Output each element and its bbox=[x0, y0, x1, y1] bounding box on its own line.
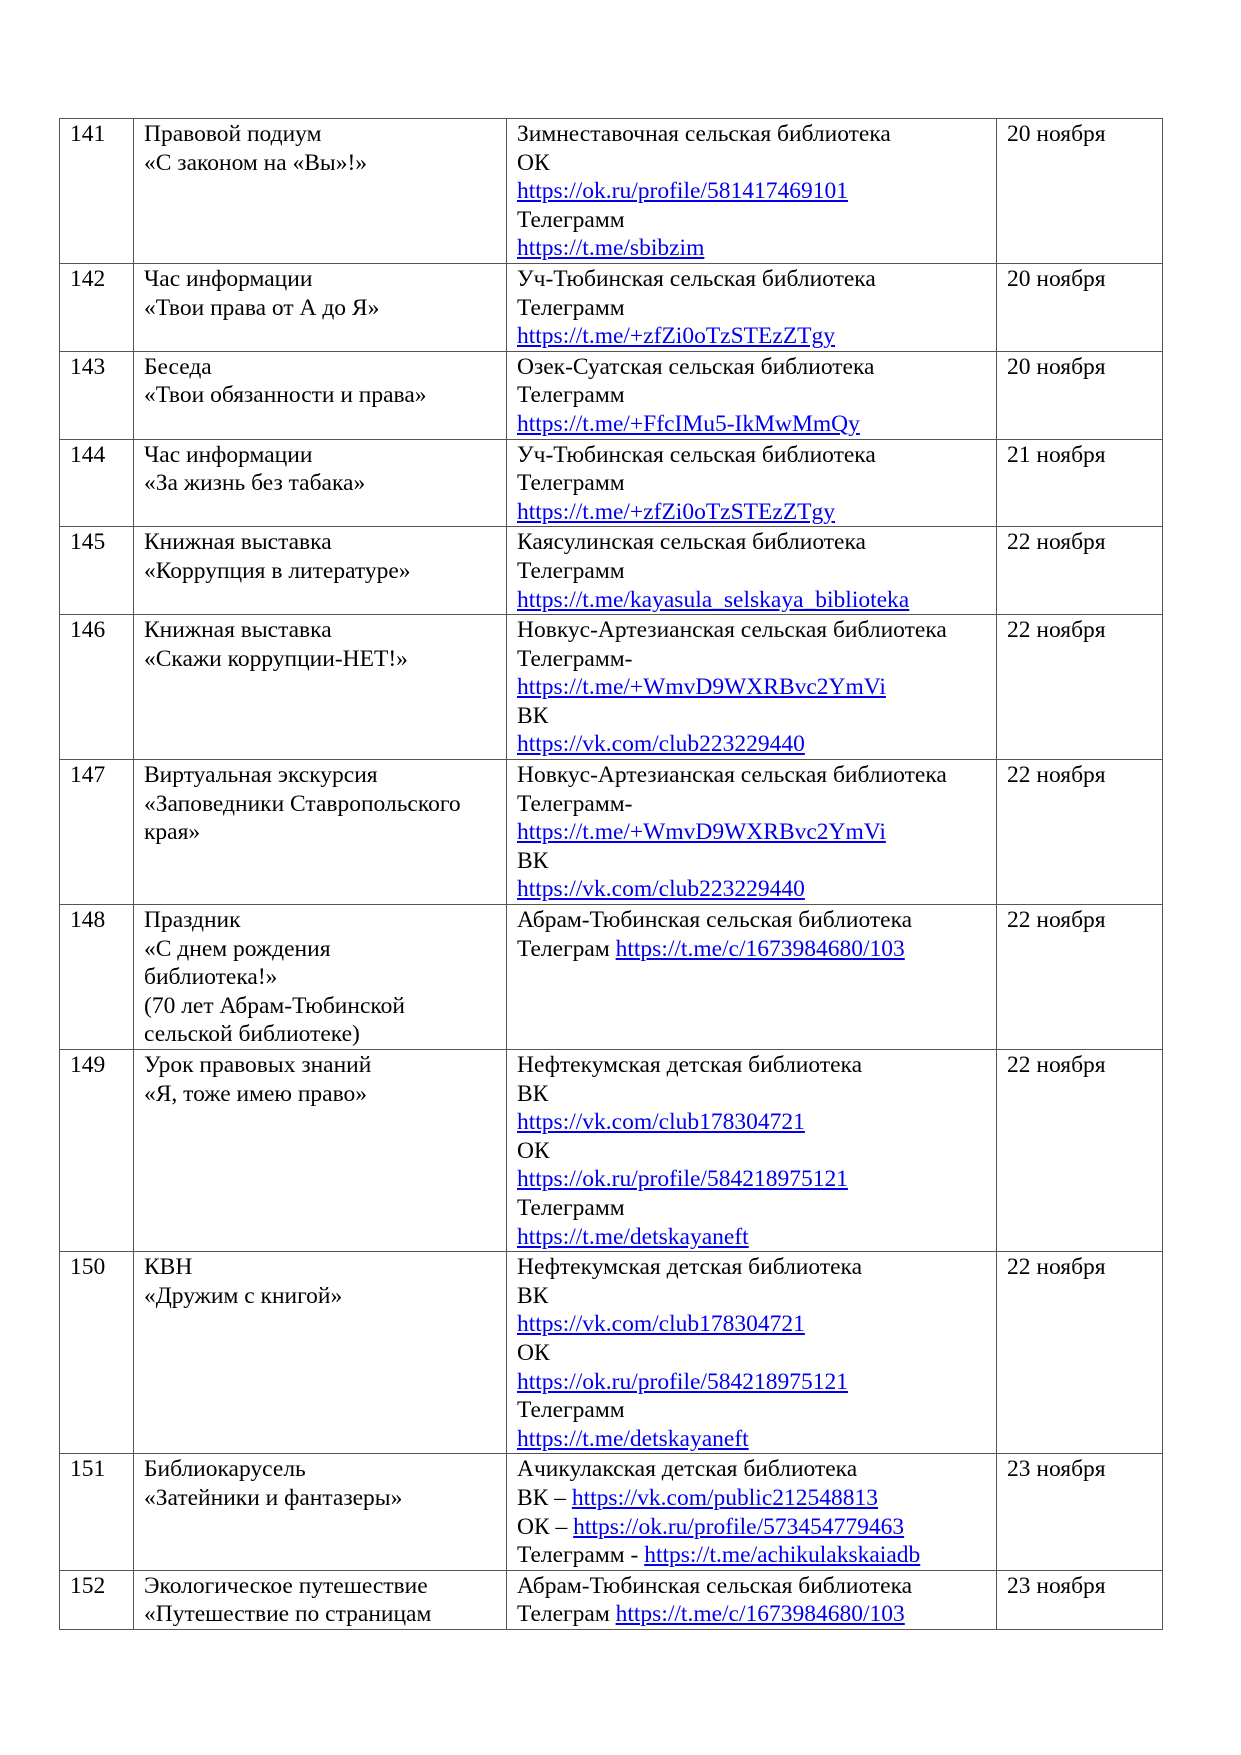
row-number-cell bbox=[60, 1570, 134, 1629]
library-name: Озек-Суатская сельская библиотека bbox=[517, 353, 875, 380]
row-number: 146 bbox=[70, 617, 106, 644]
venue-line bbox=[517, 1600, 986, 1629]
platform-label: Телеграмм- bbox=[517, 645, 633, 672]
date-cell bbox=[997, 1454, 1163, 1570]
venue-line bbox=[517, 818, 986, 847]
table-row bbox=[60, 119, 1163, 264]
table-row bbox=[60, 1050, 1163, 1252]
event-date: 22 ноября bbox=[1007, 1052, 1106, 1078]
event-date: 23 ноября bbox=[1007, 1572, 1106, 1599]
venue-cell bbox=[507, 1252, 997, 1454]
date-cell bbox=[997, 351, 1163, 439]
library-name: Новкус-Артезианская сельская библиотека bbox=[517, 762, 947, 789]
library-name: Уч-Тюбинская сельская библиотека bbox=[517, 441, 876, 468]
event-date: 20 ноября bbox=[1007, 265, 1106, 292]
table-row bbox=[60, 351, 1163, 439]
library-name: Новкус-Артезианская сельская библиотека bbox=[517, 617, 947, 644]
row-number: 141 bbox=[70, 121, 106, 147]
platform-label: Телеграм bbox=[517, 935, 616, 962]
event-title-line: сельской библиотеке) bbox=[144, 1021, 360, 1048]
event-type: Правовой подиум bbox=[144, 121, 322, 147]
venue-cell bbox=[507, 615, 997, 760]
social-link[interactable]: https://vk.com/club178304721 bbox=[517, 1311, 805, 1338]
library-name: Зимнеставочная сельская библиотека bbox=[517, 121, 891, 147]
events-table-body bbox=[60, 119, 1163, 1630]
row-number: 142 bbox=[70, 265, 106, 292]
event-cell bbox=[134, 760, 507, 905]
date-cell bbox=[997, 527, 1163, 615]
event-type: КВН bbox=[144, 1254, 193, 1281]
event-title-line: края» bbox=[144, 819, 201, 846]
platform-label: Телеграмм bbox=[517, 382, 625, 409]
platform-label: ОК bbox=[517, 1137, 550, 1164]
table-row bbox=[60, 905, 1163, 1050]
events-table bbox=[59, 118, 1163, 1630]
event-cell bbox=[134, 905, 507, 1050]
platform-label: ВК bbox=[517, 847, 549, 874]
event-title-line: «Заповедники Ставропольского bbox=[144, 790, 461, 817]
platform-label: Телеграмм bbox=[517, 1397, 625, 1424]
social-link[interactable]: https://vk.com/club223229440 bbox=[517, 731, 805, 758]
venue-line bbox=[517, 322, 986, 351]
event-title-line: «За жизнь без табака» bbox=[144, 470, 366, 497]
event-title-line: (70 лет Абрам-Тюбинской bbox=[144, 992, 405, 1019]
event-type: Библиокарусель bbox=[144, 1456, 306, 1483]
venue-cell bbox=[507, 905, 997, 1050]
social-link[interactable]: https://t.me/detskayaneft bbox=[517, 1425, 749, 1452]
event-date: 21 ноября bbox=[1007, 441, 1106, 468]
venue-line bbox=[517, 673, 986, 702]
date-cell bbox=[997, 439, 1163, 527]
social-link[interactable]: https://t.me/+zfZi0oTzSTEzZTgy bbox=[517, 323, 836, 350]
platform-label: Телеграмм- bbox=[517, 790, 633, 817]
event-title-line: «Путешествие по страницам bbox=[144, 1601, 432, 1628]
event-title-line: «Твои права от А до Я» bbox=[144, 294, 380, 321]
library-name: Нефтекумская детская библиотека bbox=[517, 1052, 863, 1078]
platform-label: Телеграмм bbox=[517, 557, 625, 584]
venue-line bbox=[517, 177, 986, 206]
venue-line bbox=[517, 1165, 986, 1194]
event-cell bbox=[134, 1570, 507, 1629]
social-link[interactable]: https://t.me/+zfZi0oTzSTEzZTgy bbox=[517, 498, 836, 525]
library-name: Абрам-Тюбинская сельская библиотека bbox=[517, 907, 913, 934]
row-number: 152 bbox=[70, 1572, 106, 1599]
social-link[interactable]: https://t.me/+WmvD9WXRBvc2YmVi bbox=[517, 819, 886, 846]
social-link[interactable]: https://t.me/+WmvD9WXRBvc2YmVi bbox=[517, 674, 886, 701]
event-title-line: «Коррупция в литературе» bbox=[144, 557, 411, 584]
platform-label: ВК – bbox=[517, 1484, 572, 1511]
event-cell bbox=[134, 439, 507, 527]
event-cell bbox=[134, 119, 507, 264]
event-cell bbox=[134, 1454, 507, 1570]
table-row bbox=[60, 615, 1163, 760]
row-number: 145 bbox=[70, 529, 106, 556]
social-link[interactable]: https://t.me/c/1673984680/103 bbox=[615, 1601, 905, 1628]
social-link[interactable]: https://t.me/c/1673984680/103 bbox=[615, 935, 905, 962]
event-date: 20 ноября bbox=[1007, 121, 1106, 147]
row-number: 149 bbox=[70, 1052, 106, 1078]
event-type: Час информации bbox=[144, 265, 313, 292]
row-number-cell bbox=[60, 1252, 134, 1454]
platform-label: Телеграмм bbox=[517, 206, 625, 233]
venue-line bbox=[517, 1484, 986, 1513]
venue-line bbox=[517, 410, 986, 439]
event-cell bbox=[134, 527, 507, 615]
table-row bbox=[60, 439, 1163, 527]
platform-label: Телеграмм bbox=[517, 294, 625, 321]
platform-label: ВК bbox=[517, 1282, 549, 1309]
venue-line bbox=[517, 1108, 986, 1137]
date-cell bbox=[997, 263, 1163, 351]
venue-line bbox=[517, 1513, 986, 1542]
event-title-line: «Я, тоже имею право» bbox=[144, 1080, 368, 1107]
venue-cell bbox=[507, 263, 997, 351]
row-number: 143 bbox=[70, 353, 106, 380]
event-type: Экологическое путешествие bbox=[144, 1572, 428, 1599]
venue-cell bbox=[507, 1050, 997, 1252]
platform-label: Телеграм bbox=[517, 1601, 616, 1628]
row-number-cell bbox=[60, 615, 134, 760]
platform-label: Телеграмм - bbox=[517, 1542, 645, 1569]
event-cell bbox=[134, 615, 507, 760]
date-cell bbox=[997, 760, 1163, 905]
event-type: Книжная выставка bbox=[144, 529, 332, 556]
event-cell bbox=[134, 1252, 507, 1454]
event-title-line: библиотека!» bbox=[144, 964, 278, 991]
venue-line bbox=[517, 586, 986, 615]
event-cell bbox=[134, 351, 507, 439]
platform-label: Телеграмм bbox=[517, 470, 625, 497]
table-row bbox=[60, 760, 1163, 905]
venue-cell bbox=[507, 351, 997, 439]
row-number-cell bbox=[60, 1050, 134, 1252]
venue-cell bbox=[507, 527, 997, 615]
table-row bbox=[60, 263, 1163, 351]
venue-line bbox=[517, 875, 986, 904]
social-link[interactable]: https://t.me/detskayaneft bbox=[517, 1223, 749, 1250]
row-number: 148 bbox=[70, 907, 106, 934]
venue-line bbox=[517, 1368, 986, 1397]
platform-label: ВК bbox=[517, 1080, 549, 1107]
social-link[interactable]: https://ok.ru/profile/584218975121 bbox=[517, 1166, 848, 1193]
event-date: 22 ноября bbox=[1007, 617, 1106, 644]
platform-label: ОК bbox=[517, 149, 550, 176]
event-date: 23 ноября bbox=[1007, 1456, 1106, 1483]
event-cell bbox=[134, 263, 507, 351]
event-title-line: «Дружим с книгой» bbox=[144, 1282, 343, 1309]
row-number-cell bbox=[60, 439, 134, 527]
row-number-cell bbox=[60, 119, 134, 264]
row-number-cell bbox=[60, 527, 134, 615]
row-number: 151 bbox=[70, 1456, 106, 1483]
table-row bbox=[60, 527, 1163, 615]
venue-cell bbox=[507, 1454, 997, 1570]
venue-cell bbox=[507, 119, 997, 264]
platform-label: ОК – bbox=[517, 1513, 574, 1540]
venue-cell bbox=[507, 439, 997, 527]
social-link[interactable]: https://t.me/sbibzim bbox=[517, 235, 705, 262]
event-type: Час информации bbox=[144, 441, 313, 468]
library-name: Уч-Тюбинская сельская библиотека bbox=[517, 265, 876, 292]
event-title-line: «С законом на «Вы»!» bbox=[144, 149, 368, 176]
venue-line bbox=[517, 1541, 986, 1570]
platform-label: Телеграмм bbox=[517, 1194, 625, 1221]
event-type: Урок правовых знаний bbox=[144, 1052, 372, 1078]
venue-cell bbox=[507, 1570, 997, 1629]
library-name: Нефтекумская детская библиотека bbox=[517, 1254, 863, 1281]
social-link[interactable]: https://t.me/kayasula_selskaya_biblioteka bbox=[517, 586, 910, 613]
row-number-cell bbox=[60, 351, 134, 439]
venue-line bbox=[517, 498, 986, 527]
venue-line bbox=[517, 1310, 986, 1339]
social-link[interactable]: https://t.me/achikulakskaiadb bbox=[644, 1542, 921, 1569]
table-row bbox=[60, 1454, 1163, 1570]
social-link[interactable]: https://vk.com/club223229440 bbox=[517, 876, 805, 903]
library-name: Абрам-Тюбинская сельская библиотека bbox=[517, 1572, 913, 1599]
venue-line bbox=[517, 730, 986, 759]
library-name: Ачикулакская детская библиотека bbox=[517, 1456, 858, 1483]
row-number-cell bbox=[60, 1454, 134, 1570]
date-cell bbox=[997, 905, 1163, 1050]
event-type: Книжная выставка bbox=[144, 617, 332, 644]
date-cell bbox=[997, 119, 1163, 264]
event-date: 22 ноября bbox=[1007, 907, 1106, 934]
event-date: 22 ноября bbox=[1007, 762, 1106, 789]
event-title-line: «С днем рождения bbox=[144, 935, 331, 962]
event-date: 22 ноября bbox=[1007, 529, 1106, 556]
platform-label: ОК bbox=[517, 1339, 550, 1366]
social-link[interactable]: https://vk.com/public212548813 bbox=[571, 1484, 879, 1511]
social-link[interactable]: https://t.me/+FfcIMu5-IkMwMmQy bbox=[517, 410, 860, 437]
library-name: Каясулинская сельская библиотека bbox=[517, 529, 866, 556]
event-date: 22 ноября bbox=[1007, 1254, 1106, 1281]
event-type: Беседа bbox=[144, 353, 212, 380]
venue-line bbox=[517, 935, 986, 964]
venue-line bbox=[517, 1425, 986, 1454]
row-number: 147 bbox=[70, 762, 106, 789]
event-title-line: «Затейники и фантазеры» bbox=[144, 1484, 403, 1511]
social-link[interactable]: https://vk.com/club178304721 bbox=[517, 1109, 805, 1136]
date-cell bbox=[997, 1050, 1163, 1252]
venue-cell bbox=[507, 760, 997, 905]
social-link[interactable]: https://ok.ru/profile/584218975121 bbox=[517, 1368, 848, 1395]
row-number: 150 bbox=[70, 1254, 106, 1281]
event-type: Виртуальная экскурсия bbox=[144, 762, 378, 789]
row-number: 144 bbox=[70, 441, 106, 468]
table-row bbox=[60, 1252, 1163, 1454]
event-date: 20 ноября bbox=[1007, 353, 1106, 380]
venue-line bbox=[517, 234, 986, 263]
venue-line bbox=[517, 1223, 986, 1252]
event-type: Праздник bbox=[144, 907, 241, 934]
social-link[interactable]: https://ok.ru/profile/581417469101 bbox=[517, 178, 848, 205]
event-cell bbox=[134, 1050, 507, 1252]
row-number-cell bbox=[60, 905, 134, 1050]
social-link[interactable]: https://ok.ru/profile/573454779463 bbox=[573, 1513, 905, 1540]
date-cell bbox=[997, 615, 1163, 760]
table-row bbox=[60, 1570, 1163, 1629]
date-cell bbox=[997, 1570, 1163, 1629]
event-title-line: «Скажи коррупции-НЕТ!» bbox=[144, 645, 408, 672]
platform-label: ВК bbox=[517, 702, 549, 729]
date-cell bbox=[997, 1252, 1163, 1454]
event-title-line: «Твои обязанности и права» bbox=[144, 382, 427, 409]
row-number-cell bbox=[60, 263, 134, 351]
row-number-cell bbox=[60, 760, 134, 905]
